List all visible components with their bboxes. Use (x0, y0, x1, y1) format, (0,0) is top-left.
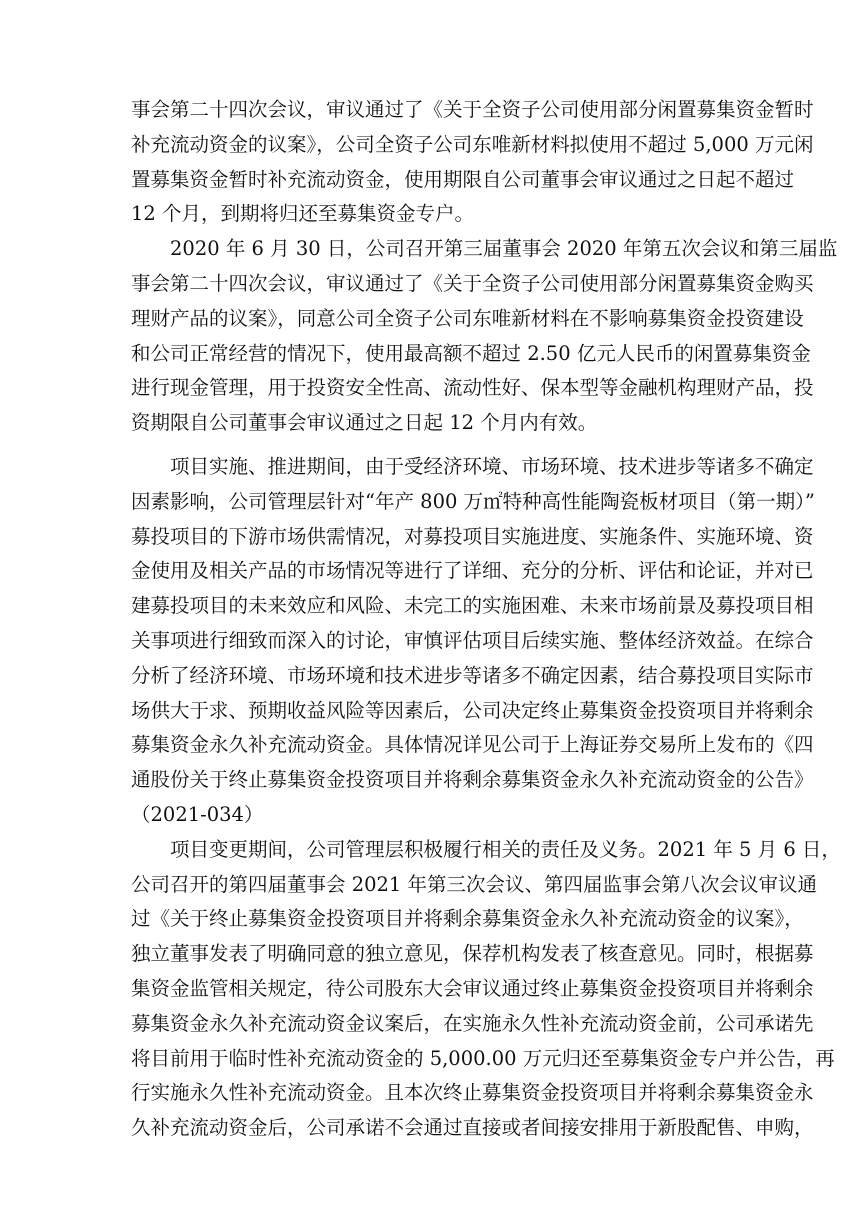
text-line: 通股份关于终止募集资金投资项目并将剩余募集资金永久补充流动资金的公告》 (131, 768, 814, 792)
text-line: 独立董事发表了明确同意的独立意见，保荐机构发表了核查意见。同时，根据募 (131, 942, 814, 966)
text-line: 事会第二十四次会议，审议通过了《关于全资子公司使用部分闲置募集资金暂时 (131, 98, 814, 121)
paragraph-project-change (131, 833, 841, 1146)
text-line: 金使用及相关产品的市场情况等进行了详细、充分的分析、评估和论证，并对已 (131, 559, 814, 583)
text-line: 项目实施、推进期间，由于受经济环境、市场环境、技术进步等诸多不确定 (170, 454, 814, 478)
text-line: 进行现金管理，用于投资安全性高、流动性好、保本型等金融机构理财产品，投 (131, 376, 814, 400)
text-line: 因素影响，公司管理层针对“年产 800 万㎡特种高性能陶瓷板材项目（第一期）” (131, 489, 815, 513)
paragraph-cash-management (131, 232, 838, 441)
text-line: 建募投项目的未来效应和风险、未完工的实施困难、未来市场前景及募投项目相 (131, 594, 814, 618)
text-line: 置募集资金暂时补充流动资金，使用期限自公司董事会审议通过之日起不超过 (131, 167, 795, 191)
text-line: 集资金监管相关规定，待公司股东大会审议通过终止募集资金投资项目并将剩余 (131, 976, 814, 1000)
text-line: 补充流动资金的议案》，公司全资子公司东唯新材料拟使用不超过 5,000 万元闲 (131, 132, 814, 156)
paragraph-continuation (131, 93, 814, 232)
document-body (131, 93, 841, 1146)
text-line: 项目变更期间，公司管理层积极履行相关的责任及义务。2021 年 5 月 6 日， (170, 837, 841, 861)
text-line: （2021-034） (131, 802, 264, 826)
text-line: 事会第二十四次会议，审议通过了《关于全资子公司使用部分闲置募集资金购买 (131, 271, 814, 295)
text-line: 募集资金永久补充流动资金。具体情况详见公司于上海证券交易所上发布的《四 (131, 733, 814, 757)
text-line: 募投项目的下游市场供需情况，对募投项目实施进度、实施条件、实施环境、资 (131, 524, 814, 548)
text-line: 关事项进行细致而深入的讨论，审慎评估项目后续实施、整体经济效益。在综合 (131, 628, 814, 652)
text-line: 场供大于求、预期收益风险等因素后，公司决定终止募集资金投资项目并将剩余 (131, 698, 814, 722)
text-line: 2020 年 6 月 30 日，公司召开第三届董事会 2020 年第五次会议和第三届监 (170, 237, 838, 261)
text-line: 过《关于终止募集资金投资项目并将剩余募集资金永久补充流动资金的议案》， (131, 907, 804, 931)
text-line: 行实施永久性补充流动资金。且本次终止募集资金投资项目并将剩余募集资金永 (131, 1081, 814, 1105)
text-line: 久补充流动资金后，公司承诺不会通过直接或者间接安排用于新股配售、申购， (131, 1116, 814, 1140)
text-line: 12 个月，到期将归还至募集资金专户。 (131, 202, 475, 226)
text-line: 公司召开的第四届董事会 2021 年第三次会议、第四届监事会第八次会议审议通 (131, 872, 818, 896)
paragraph-project-termination (131, 450, 815, 833)
text-line: 理财产品的议案》，同意公司全资子公司东唯新材料在不影响募集资金投资建设 (131, 306, 804, 330)
text-line: 资期限自公司董事会审议通过之日起 12 个月内有效。 (131, 411, 598, 435)
text-line: 和公司正常经营的情况下，使用最高额不超过 2.50 亿元人民币的闲置募集资金 (131, 341, 811, 365)
text-line: 分析了经济环境、市场环境和技术进步等诸多不确定因素，结合募投项目实际市 (131, 663, 814, 687)
text-line: 将目前用于临时性补充流动资金的 5,000.00 万元归还至募集资金专户并公告，再 (131, 1046, 835, 1070)
text-line: 募集资金永久补充流动资金议案后，在实施永久性补充流动资金前，公司承诺先 (131, 1011, 814, 1035)
